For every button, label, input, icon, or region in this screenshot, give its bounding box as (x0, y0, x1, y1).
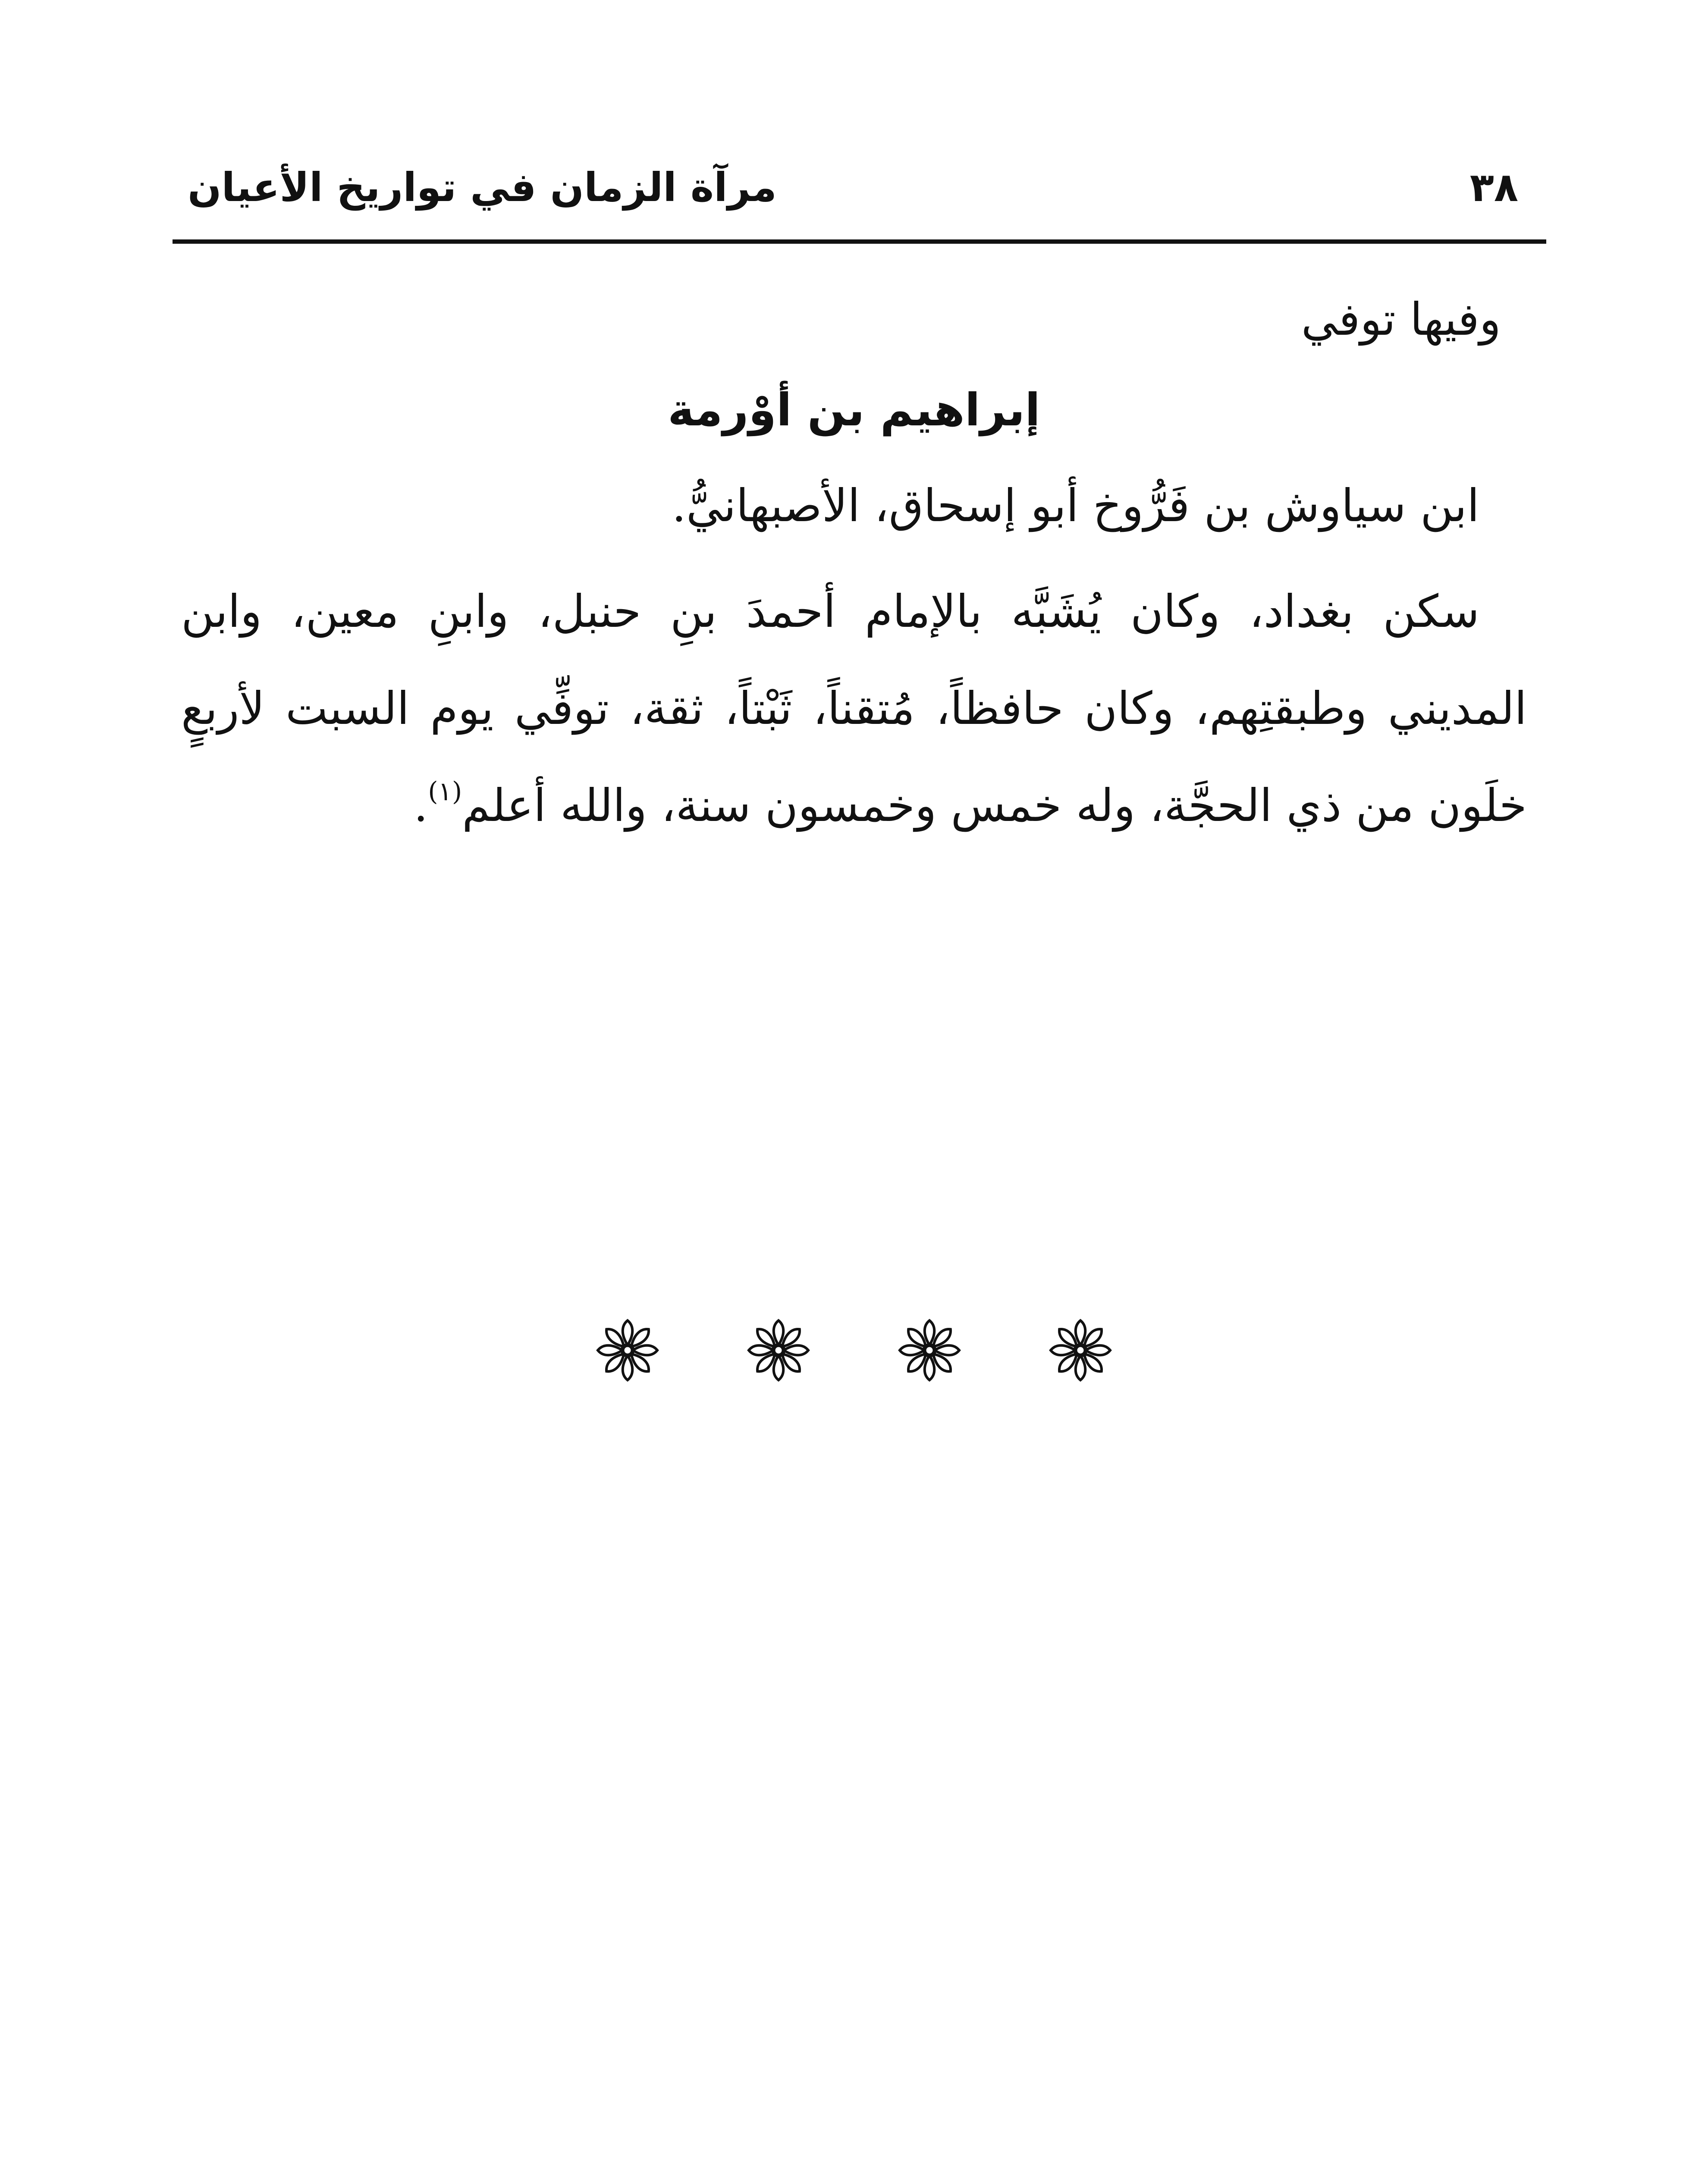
eight-petal-flower-icon (1048, 1318, 1113, 1383)
paragraph-lineage-text: ابن سياوش بن فَرُّوخ أبو إسحاق، الأصبهانيُّ. (672, 479, 1479, 532)
running-header (175, 155, 1544, 220)
paragraph-biography-text: سكن بغداد، وكان يُشَبَّه بالإمام أحمدَ بنِ حنبل، وابنِ معين، وابن المديني وطبقتِهم، وكان حافظاً، مُتقناً، ثَبْتاً، ثقة، توفِّي يوم السبت لأربعٍ خلَون من ذي الحجَّة، وله خمس وخمسون سنة، والله أعلم (181, 585, 1527, 832)
footnote-reference[interactable]: (١) (428, 777, 462, 807)
entry-title: إبراهيم بن أوْرمة (668, 384, 1040, 436)
book-title: مرآة الزمان في تواريخ الأعيان (188, 164, 777, 211)
eight-petal-flower-icon (746, 1318, 811, 1383)
eight-petal-flower-icon (897, 1318, 962, 1383)
intro-line: وفيها توفي (1301, 293, 1501, 346)
paragraph-lineage (181, 457, 1527, 554)
header-rule (173, 239, 1546, 244)
main-text (181, 276, 1527, 854)
page-number: ٣٨ (1469, 164, 1518, 211)
section-ornaments (595, 1307, 1113, 1393)
eight-petal-flower-icon (595, 1318, 660, 1383)
paragraph-end-punctuation: . (414, 779, 428, 832)
paragraph-biography (181, 563, 1527, 854)
